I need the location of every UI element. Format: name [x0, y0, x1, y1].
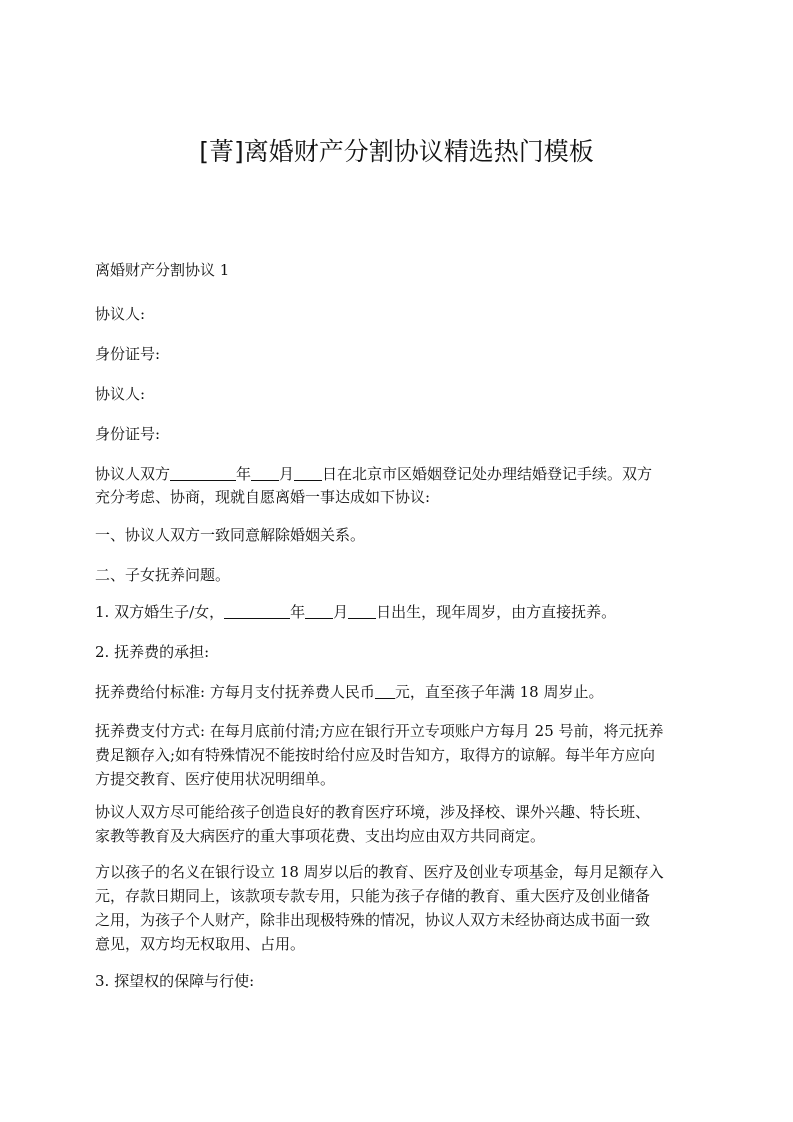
id2-label: 身份证号:: [95, 425, 161, 443]
month-blank: [251, 464, 279, 481]
clause-2: 二、子女抚养问题。: [95, 566, 231, 584]
id1-label: 身份证号:: [95, 345, 161, 363]
marriage-text-c: 月: [279, 465, 295, 483]
day-blank: [294, 464, 322, 481]
fund-line-3: 之用，为孩子个人财产，除非出现极特殊的情况，协议人双方未经协商达成书面一致: [95, 911, 651, 929]
marriage-line-2: 充分考虑、协商，现就自愿离婚一事达成如下协议:: [95, 488, 431, 506]
support-heading: 2. 抚养费的承担:: [95, 643, 210, 661]
section-heading: 离婚财产分割协议 1: [95, 261, 230, 279]
birth-day-blank: [348, 602, 376, 619]
document-title: [菁]离婚财产分割协议精选热门模板: [199, 137, 594, 166]
party1-label: 协议人:: [95, 305, 146, 323]
support-text-b: 元，直至孩子年满 18 周岁止。: [394, 683, 604, 701]
amount-blank: [375, 682, 395, 699]
marriage-text-d: 日在北京市区婚姻登记处办理结婚登记手续。双方: [322, 465, 653, 483]
child-text-b: 年: [290, 603, 306, 621]
support-text-a: 抚养费给付标准: 方每月支付抚养费人民币: [95, 683, 375, 701]
payment-line-1: 抚养费支付方式: 在每月底前付清;方应在银行开立专项账户方每月 25 号前，将元抚养: [95, 722, 664, 740]
education-line-2: 家教等教育及大病医疗的重大事项花费、支出均应由双方共同商定。: [95, 827, 546, 845]
clause-1: 一、协议人双方一致同意解除婚姻关系。: [95, 526, 366, 544]
payment-line-2: 费足额存入;如有特殊情况不能按时给付应及时告知方，取得方的谅解。每半年方应向: [95, 746, 656, 764]
birth-year-blank: [224, 602, 290, 619]
payment-line-3: 方提交教育、医疗使用状况明细单。: [95, 770, 336, 788]
fund-line-4: 意见，双方均无权取用、占用。: [95, 935, 306, 953]
party2-label: 协议人:: [95, 385, 146, 403]
marriage-line-1: [95, 462, 715, 486]
marriage-text-b: 年: [236, 465, 252, 483]
child-text-c: 月: [333, 603, 349, 621]
fund-line-2: 元，存款日期同上，该款项专款专用，只能为孩子存储的教育、重大医疗及创业储备: [95, 887, 651, 905]
visitation-heading: 3. 探望权的保障与行使:: [95, 972, 255, 990]
child-text-a: 1. 双方婚生子/女，: [95, 603, 225, 621]
support-standard: [95, 680, 715, 704]
education-line-1: 协议人双方尽可能给孩子创造良好的教育医疗环境，涉及择校、课外兴趣、特长班、: [95, 803, 651, 821]
fund-line-1: 方以孩子的名义在银行设立 18 周岁以后的教育、医疗及创业专项基金，每月足额存入: [95, 863, 664, 881]
child-text-d: 日出生，现年周岁，由方直接抚养。: [376, 603, 617, 621]
year-blank: [170, 464, 236, 481]
birth-month-blank: [305, 602, 333, 619]
child-line: [95, 600, 715, 624]
marriage-text-a: 协议人双方: [95, 465, 171, 483]
